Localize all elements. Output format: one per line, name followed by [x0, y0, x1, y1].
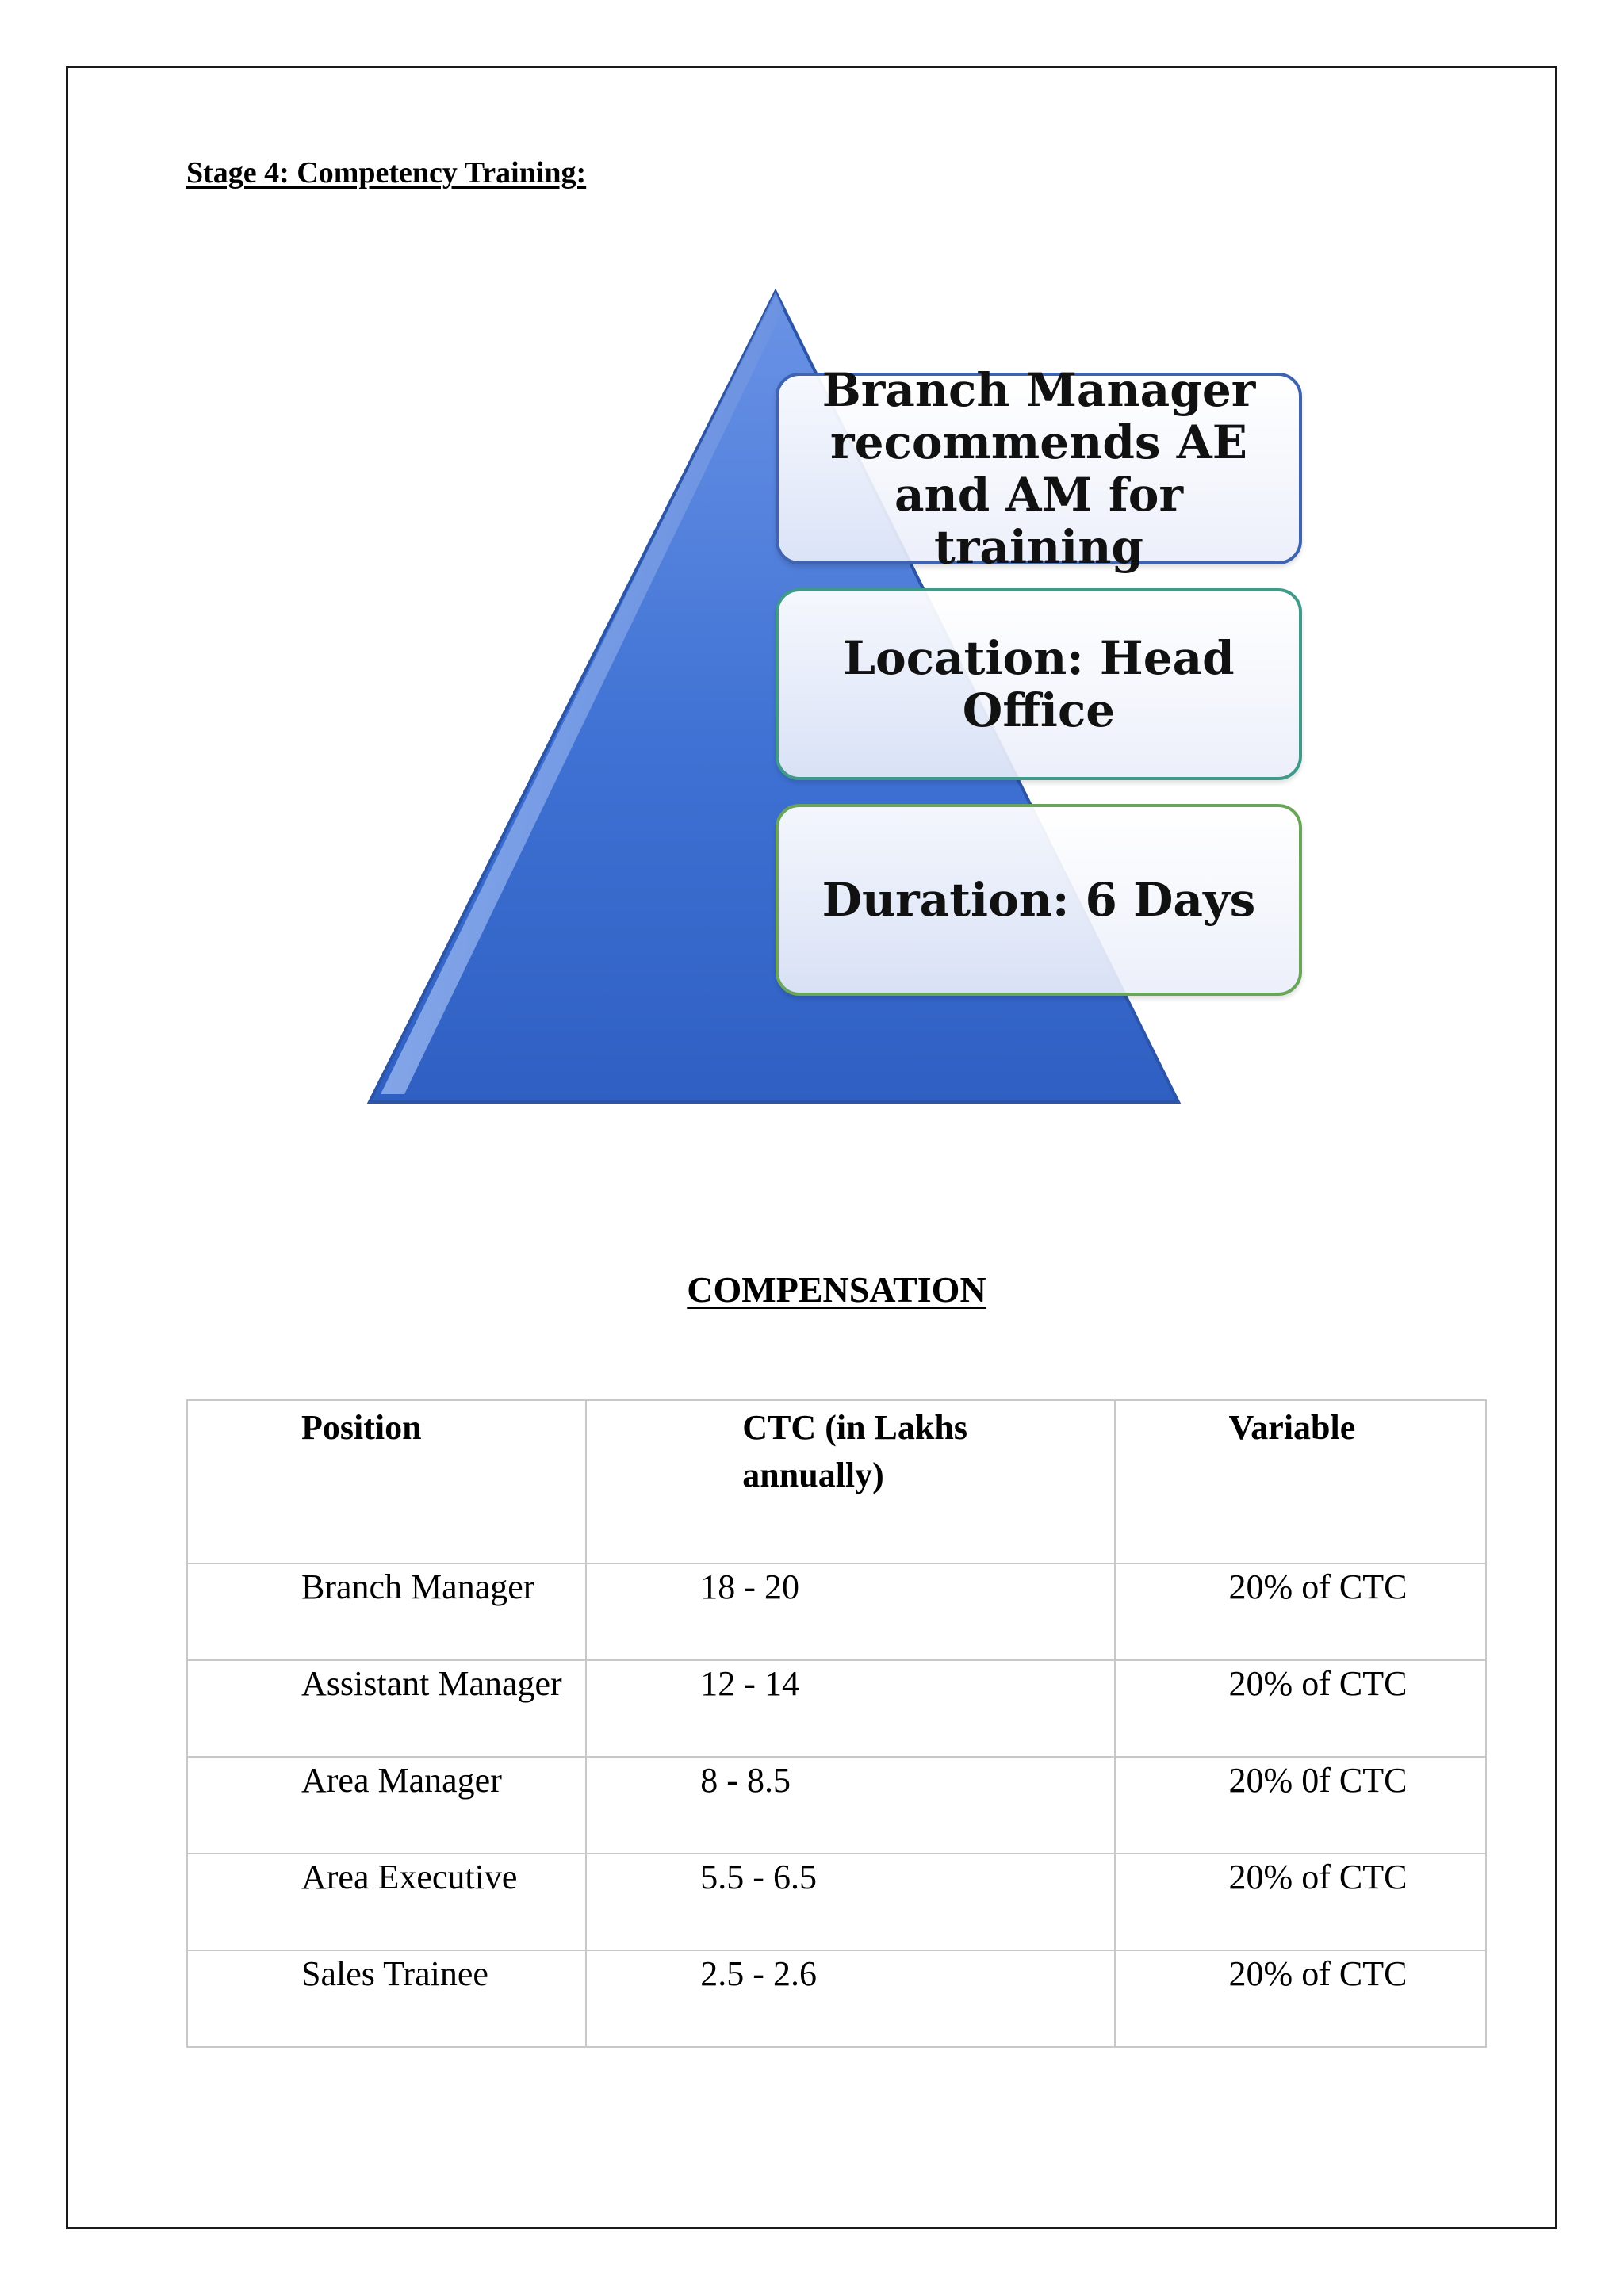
cell-position: Area Manager [187, 1757, 586, 1854]
table-row [187, 1854, 1486, 1950]
cell-ctc: 2.5 - 2.6 [586, 1950, 1114, 2047]
header-position: Position [187, 1400, 586, 1563]
cell-position: Branch Manager [187, 1563, 586, 1660]
pyramid-box-location: Location: Head Office [776, 588, 1302, 780]
cell-variable: 20% 0f CTC [1115, 1757, 1486, 1854]
table-row [187, 1757, 1486, 1854]
cell-variable: 20% of CTC [1115, 1854, 1486, 1950]
cell-variable: 20% of CTC [1115, 1660, 1486, 1757]
cell-ctc: 5.5 - 6.5 [586, 1854, 1114, 1950]
cell-variable: 20% of CTC [1115, 1563, 1486, 1660]
table-row [187, 1660, 1486, 1757]
header-variable: Variable [1115, 1400, 1486, 1563]
stage-heading: Stage 4: Competency Training: [186, 156, 587, 189]
cell-position: Assistant Manager [187, 1660, 586, 1757]
cell-position: Sales Trainee [187, 1950, 586, 2047]
cell-ctc: 18 - 20 [586, 1563, 1114, 1660]
cell-position: Area Executive [187, 1854, 586, 1950]
pyramid-box-duration: Duration: 6 Days [776, 804, 1302, 996]
compensation-table [186, 1399, 1487, 2048]
header-ctc: CTC (in Lakhs annually) [586, 1400, 1114, 1563]
cell-ctc: 12 - 14 [586, 1660, 1114, 1757]
compensation-heading: COMPENSATION [687, 1269, 986, 1310]
table-row [187, 1563, 1486, 1660]
pyramid-box-recommendation: Branch Manager recommends AE and AM for training [776, 373, 1302, 564]
cell-variable: 20% of CTC [1115, 1950, 1486, 2047]
table-row [187, 1950, 1486, 2047]
cell-ctc: 8 - 8.5 [586, 1757, 1114, 1854]
table-header-row [187, 1400, 1486, 1563]
